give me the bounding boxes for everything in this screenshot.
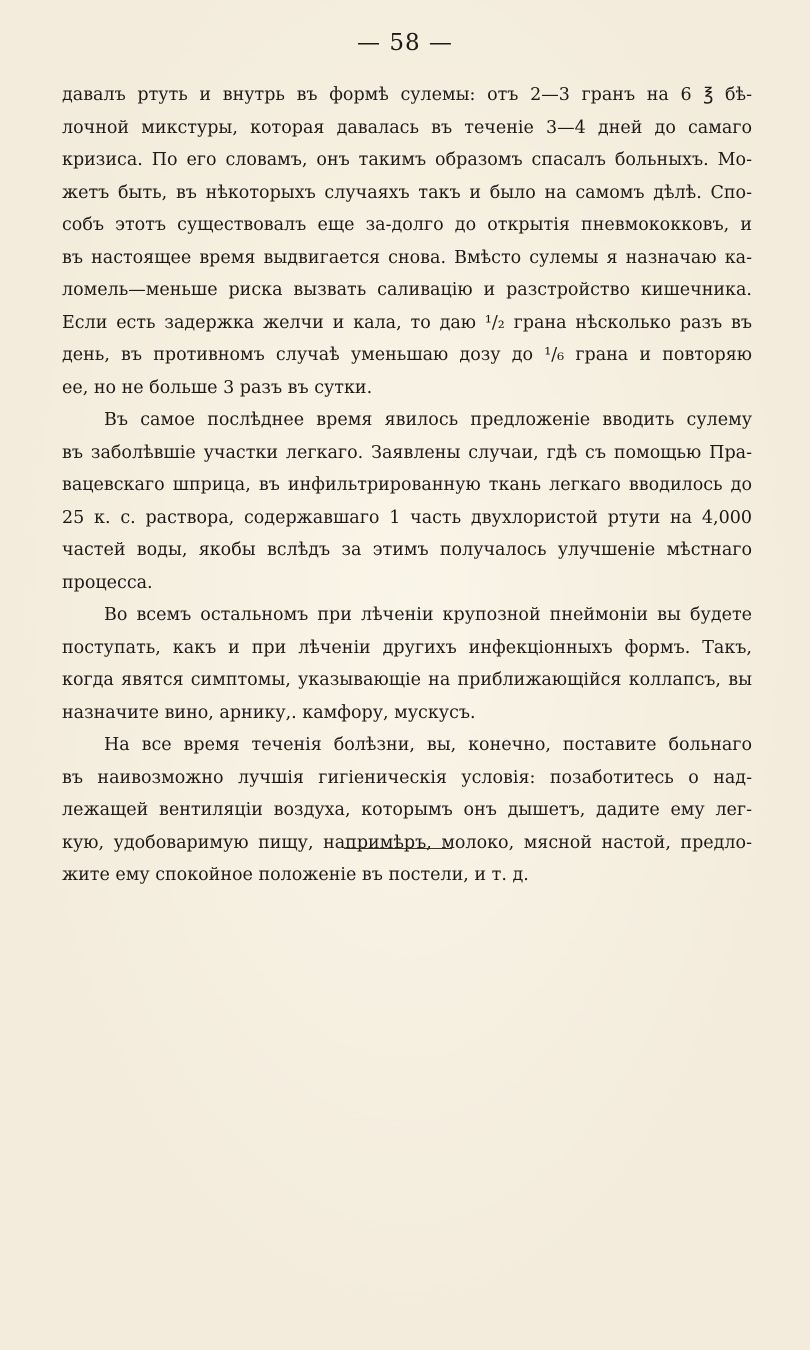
text-line: Въ самое послѣднее время явилось предложеніе вводить сулему: [104, 410, 752, 430]
text-line: Во всемъ остальномъ при лѣченіи крупозной пнеймоніи вы будете: [104, 605, 752, 625]
text-line: процесса.: [62, 572, 153, 593]
page-number: — 58 —: [357, 30, 453, 56]
section-end-rule: [344, 848, 452, 849]
text-line: Если есть задержка желчи и кала, то даю ¹/₂ грана нѣсколько разъ въ: [62, 312, 752, 333]
text-line: кризиса. По его словамъ, онъ такимъ образомъ спасалъ больныхъ. Мо-: [62, 150, 752, 170]
text-line: давалъ ртуть и внутрь въ формѣ сулемы: отъ 2—3 гранъ на 6 ℥ бѣ-: [62, 85, 752, 105]
text-line: въ заболѣвшіе участки легкаго. Заявлены случаи, гдѣ съ помощью Пра-: [62, 442, 752, 463]
text-line: кую, удобоваримую пищу, напримѣръ, молоко, мясной настой, предло-: [62, 832, 752, 853]
text-line: назначите вино, арнику,. камфору, мускусъ.: [62, 702, 476, 723]
text-line: вацевскаго шприца, въ инфильтрированную ткань легкаго вводилось до: [62, 475, 752, 495]
text-line: жите ему спокойное положеніе въ постели, и т. д.: [62, 865, 529, 885]
body-text: [62, 79, 752, 892]
paragraph: [62, 79, 752, 404]
text-line: поступать, какъ и при лѣченіи другихъ инфекціонныхъ формъ. Такъ,: [62, 637, 752, 658]
text-line: въ настоящее время выдвигается снова. Вмѣсто сулемы я назначаю ка-: [62, 247, 752, 268]
text-line: ее, но не больше 3 разъ въ сутки.: [62, 377, 373, 398]
text-line: лочной микстуры, которая давалась въ теченіе 3—4 дней до самаго: [62, 117, 752, 138]
text-line: день, въ противномъ случаѣ уменьшаю дозу до ¹/₆ грана и повторяю: [62, 345, 752, 365]
text-line: когда явятся симптомы, указывающіе на приближающійся коллапсъ, вы: [62, 670, 752, 690]
text-line: въ наивозможно лучшія гигіеническія условія: позаботитесь о над-: [62, 767, 752, 788]
text-line: лежащей вентиляціи воздуха, которымъ онъ дышетъ, дадите ему лег-: [62, 800, 752, 820]
text-line: жетъ быть, въ нѣкоторыхъ случаяхъ такъ и было на самомъ дѣлѣ. Спо-: [62, 182, 752, 203]
text-line: собъ этотъ существовалъ еще за-долго до открытія пневмококковъ, и: [62, 215, 752, 235]
paragraph: [62, 729, 752, 892]
text-line: На все время теченія болѣзни, вы, конечно, поставите больнаго: [104, 735, 752, 755]
text-line: ломель—меньше риска вызвать саливацію и разстройство кишечника.: [62, 280, 752, 300]
text-line: 25 к. с. раствора, содержавшаго 1 часть двухлористой ртути на 4,000: [62, 507, 752, 528]
text-line: частей воды, якобы вслѣдъ за этимъ получалось улучшеніе мѣстнаго: [62, 540, 752, 560]
paragraph: [62, 404, 752, 599]
paragraph: [62, 599, 752, 729]
